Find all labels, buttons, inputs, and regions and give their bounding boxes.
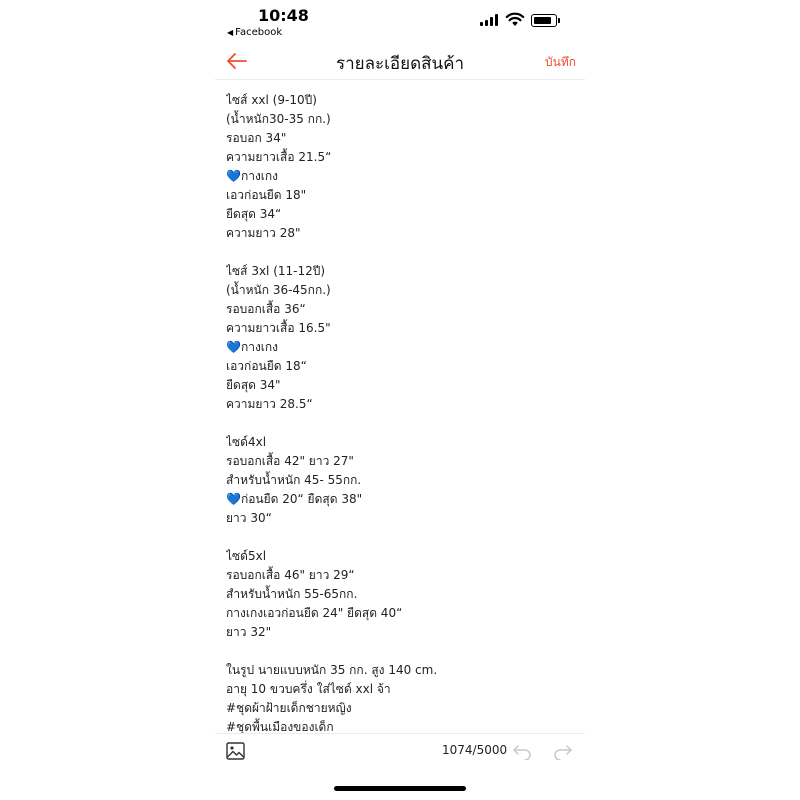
description-line: ยืดสุด 34“: [226, 207, 282, 221]
navigation-header: [215, 44, 585, 80]
description-line: ความยาวเสื้อ 16.5": [226, 321, 331, 335]
description-line: เอวก่อนยืด 18“: [226, 359, 307, 373]
description-line: รอบอก 34": [226, 131, 287, 145]
description-line: กางเกงเอวก่อนยืด 24" ยืดสุด 40“: [226, 606, 403, 620]
description-text-area[interactable]: [226, 91, 576, 733]
description-line: ไซด์5xl: [226, 549, 267, 563]
description-line: รอบอกเสื้อ 36“: [226, 302, 306, 316]
description-line: #ชุดพื้นเมืองของเด็ก: [226, 720, 334, 733]
bottom-toolbar: [215, 733, 585, 767]
description-line: 💙กางเกง: [226, 169, 279, 183]
image-icon[interactable]: [225, 740, 247, 762]
undo-icon[interactable]: [512, 742, 532, 760]
page-title: รายละเอียดสินค้า: [335, 54, 465, 74]
description-line: [226, 414, 576, 433]
description-line: ความยาว 28.5“: [226, 397, 313, 411]
description-line: สำหรับน้ำหนัก 45- 55กก.: [226, 473, 362, 487]
description-line: [226, 642, 576, 661]
cellular-signal-icon: [480, 14, 500, 26]
description-line: เอวก่อนยืด 18": [226, 188, 307, 202]
description-line: #ชุดผ้าฝ้ายเด็กชายหญิง: [226, 701, 352, 715]
description-line: 💙ก่อนยืด 20“ ยืดสุด 38": [226, 492, 363, 506]
description-line: ความยาว 28": [226, 226, 301, 240]
description-line: ในรูป นายแบบหนัก 35 กก. สูง 140 cm.: [226, 663, 438, 677]
status-time: 10:48: [258, 6, 309, 25]
home-indicator: [334, 786, 466, 791]
description-line: 💙กางเกง: [226, 340, 279, 354]
description-line: รอบอกเสื้อ 42" ยาว 27": [226, 454, 354, 468]
description-line: ไซส์ 3xl (11-12ปี): [226, 264, 326, 278]
description-line: (น้ำหนัก30-35 กก.): [226, 112, 331, 126]
character-counter: 1074/5000: [442, 743, 508, 757]
save-button[interactable]: บันทึก: [545, 55, 576, 69]
description-line: (น้ำหนัก 36-45กก.): [226, 283, 331, 297]
description-line: [226, 528, 576, 547]
description-line: ไซส์ xxl (9-10ปี): [226, 93, 317, 107]
status-bar: [215, 0, 585, 44]
redo-icon[interactable]: [553, 742, 573, 760]
description-line: อายุ 10 ขวบครึ่ง ใส่ไซด์ xxl จ้า: [226, 682, 391, 696]
description-line: ยืดสุด 34": [226, 378, 281, 392]
phone-screen: [215, 0, 585, 800]
back-app-label: Facebook: [235, 27, 283, 38]
battery-icon: [531, 14, 557, 27]
description-line: สำหรับน้ำหนัก 55-65กก.: [226, 587, 358, 601]
description-line: รอบอกเสื้อ 46" ยาว 29“: [226, 568, 355, 582]
description-line: [226, 243, 576, 262]
back-to-app-link[interactable]: [227, 27, 282, 38]
wifi-icon: [505, 11, 525, 27]
description-line: ยาว 32": [226, 625, 272, 639]
description-line: ยาว 30“: [226, 511, 272, 525]
back-triangle-icon: ◀: [227, 28, 234, 37]
description-line: ไซด์4xl: [226, 435, 267, 449]
description-line: ความยาวเสื้อ 21.5“: [226, 150, 332, 164]
